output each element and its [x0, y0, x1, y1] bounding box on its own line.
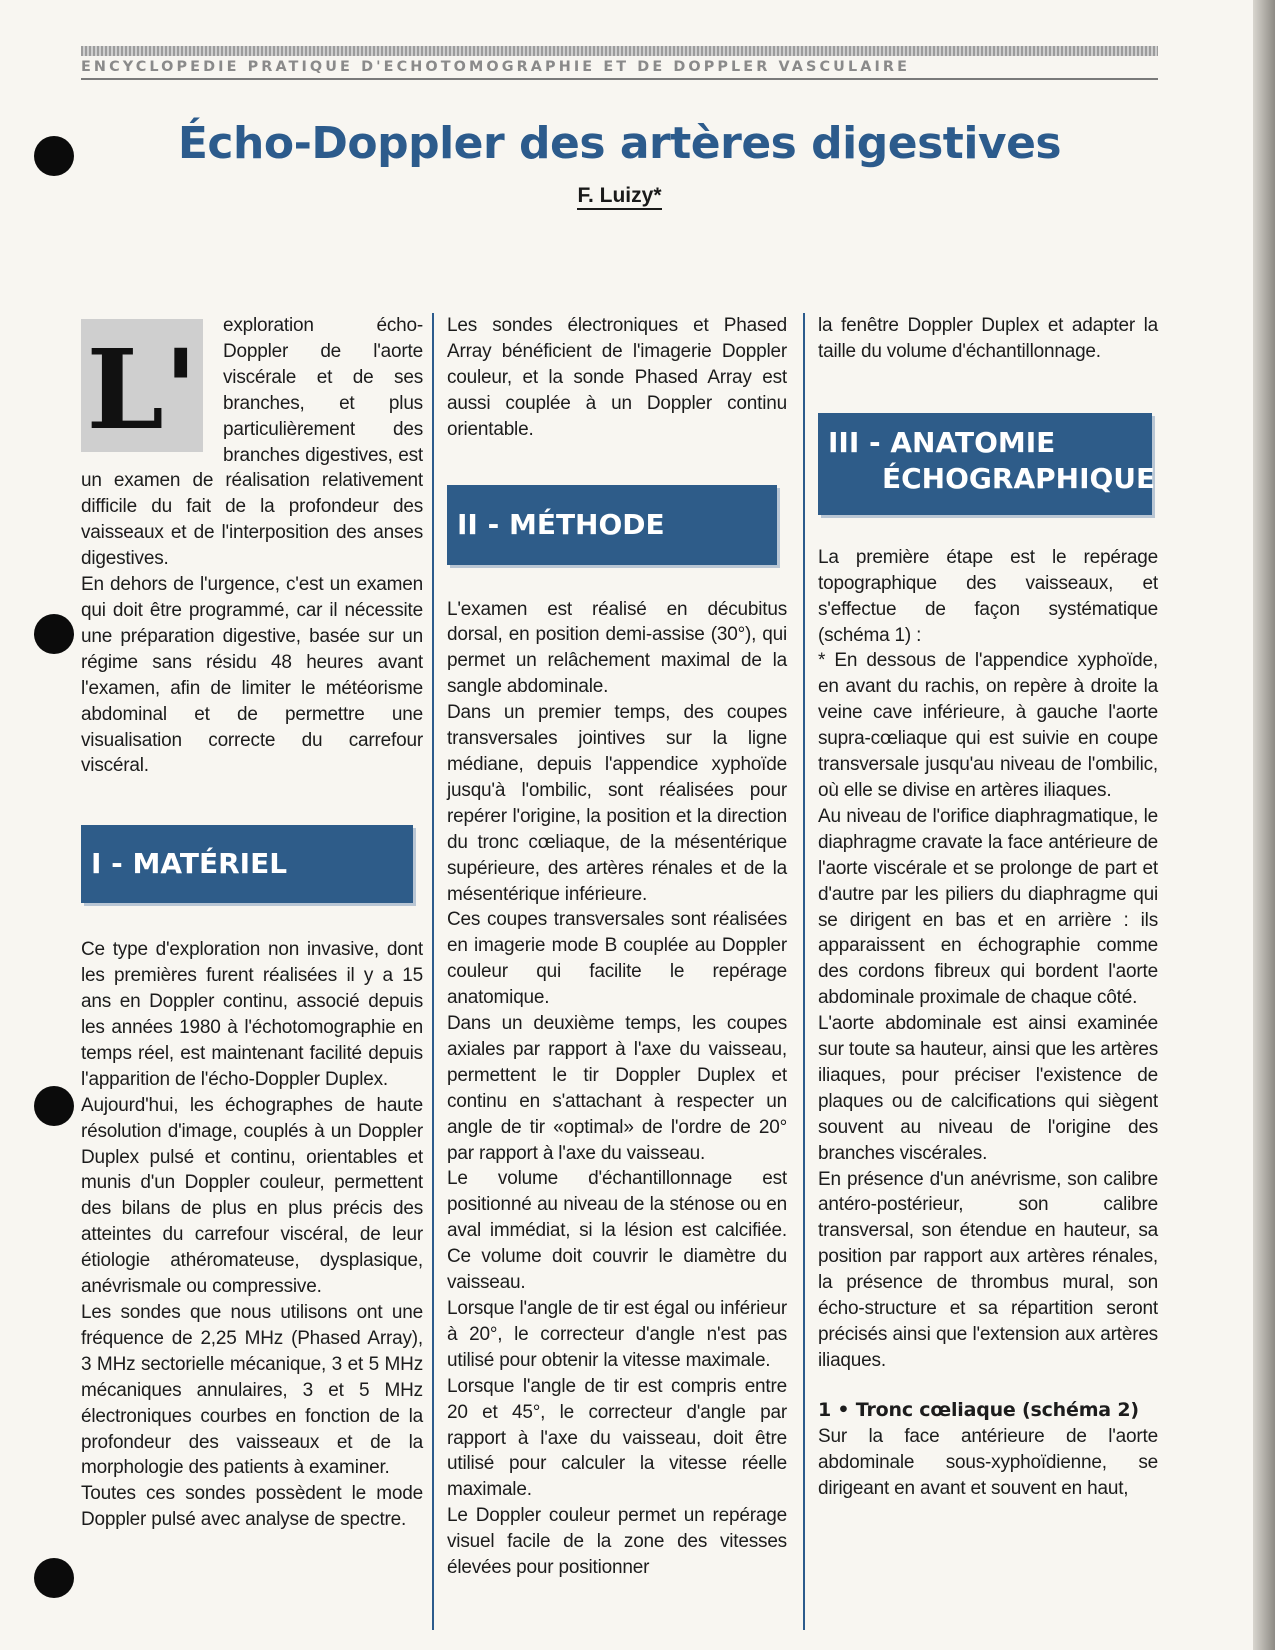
- paragraph: Dans un deuxième temps, les coupes axiales par rapport à l'axe du vaisseau, permettent le tir Doppler Duplex et continu en s'attachant à respecter un angle de tir «optimal» de l'ordre de 20° par rapport à l'axe du vaisseau.: [447, 1013, 787, 1164]
- paragraph: Ces coupes transversales sont réalisées en imagerie mode B couplée au Doppler couleur qui facilite le repérage anatomique.: [447, 909, 787, 1009]
- paragraph: * En dessous de l'appendice xyphoïde, en avant du rachis, on repère à droite la veine cave inférieure, à gauche l'aorte supra-cœliaque qui est suivie en coupe transversale jusqu'au niveau de l'ombilic, où elle se divise en artères iliaques.: [818, 650, 1158, 801]
- column-2: [447, 313, 787, 1581]
- paragraph: L'aorte abdominale est ainsi examinée sur toute sa hauteur, ainsi que les artères iliaques, pour préciser l'existence de plaques ou de calcifications qui siègent souvent au niveau de l'origine des branches viscérales.: [818, 1013, 1158, 1164]
- intro-paragraph: exploration écho-Doppler de l'aorte viscérale et de ses branches, et plus particulièrement des branches digestives, est un examen de réalisation relativement difficile du fait de la profondeur des vaisseaux et de l'interposition des anses digestives.: [81, 315, 423, 570]
- drop-cap: L': [81, 319, 203, 452]
- paragraph: Lorsque l'angle de tir est égal ou inférieur à 20°, le correcteur d'angle n'est pas utilisé pour obtenir la vitesse maximale.: [447, 1298, 787, 1371]
- paragraph: Lorsque l'angle de tir est compris entre 20 et 45°, le correcteur d'angle par rapport à l'axe du vaisseau, doit être utilisé pour calculer la vitesse réelle maximale.: [447, 1375, 787, 1501]
- paragraph: Dans un premier temps, des coupes transversales jointives sur la ligne médiane, depuis l'appendice xyphoïde jusqu'à l'ombilic, sont réalisées pour repérer l'origine, la position et la direction du tronc cœliaque, de la mésentérique supérieure, des artères rénales et de la mésentérique inférieure.: [447, 702, 787, 905]
- author-name: F. Luizy*: [577, 184, 661, 210]
- paragraph: Ce type d'exploration non invasive, dont les premières furent réalisées il y a 15 ans en Doppler continu, associé depuis les années 1980 à l'échotomographie en temps réel, est maintenant facilité depuis l'apparition de l'écho-Doppler Duplex.: [81, 939, 423, 1090]
- paragraph: Toutes ces sondes possèdent le mode Doppler pulsé avec analyse de spectre.: [81, 1483, 423, 1531]
- page-right-edge: [1253, 0, 1275, 1650]
- subsection-heading-tronc-coeliaque: 1 • Tronc cœliaque (schéma 2): [818, 1398, 1139, 1421]
- column-1: [81, 313, 423, 1533]
- column-divider: [803, 313, 805, 1630]
- binder-hole: [34, 614, 74, 654]
- article-author: [81, 184, 1158, 208]
- paragraph: Les sondes électroniques et Phased Array bénéficient de l'imagerie Doppler couleur, et la sonde Phased Array est aussi couplée à un Doppler continu orientable.: [447, 315, 787, 440]
- paragraph: la fenêtre Doppler Duplex et adapter la taille du volume d'échantillonnage.: [818, 315, 1158, 362]
- section-heading-materiel: I - MATÉRIEL: [81, 825, 413, 903]
- column-3: [818, 313, 1158, 1501]
- paragraph: Le Doppler couleur permet un repérage visuel facile de la zone des vitesses élevées pour positionner: [447, 1505, 787, 1579]
- binder-hole: [34, 1558, 74, 1598]
- column-divider: [432, 313, 434, 1630]
- binder-hole: [34, 136, 74, 176]
- section-heading-methode: II - MÉTHODE: [447, 485, 777, 565]
- paragraph: En présence d'un anévrisme, son calibre antéro-postérieur, son calibre transversal, son étendue en hauteur, sa position par rapport aux artères rénales, la présence de thrombus mural, son écho-structure et sa répartition seront précisés ainsi que l'extension aux artères iliaques.: [818, 1168, 1158, 1371]
- paragraph: L'examen est réalisé en décubitus dorsal, en position demi-assise (30°), qui permet un relâchement maximal de la sangle abdominale.: [447, 598, 787, 698]
- header-rule: [81, 78, 1158, 80]
- article-title: Écho-Doppler des artères digestives: [177, 118, 1062, 169]
- paragraph: Aujourd'hui, les échographes de haute résolution d'image, couplés à un Doppler Duplex pulsé et continu, orientables et munis d'un Doppler couleur, permettent des bilans de plus en plus précis des atteintes du carrefour viscéral, de leur étiologie athéromateuse, dysplasique, anévrismale ou compressive.: [81, 1094, 423, 1298]
- paragraph: Les sondes que nous utilisons ont une fréquence de 2,25 MHz (Phased Array), 3 MHz sectorielle mécanique, 3 et 5 MHz mécaniques annulaires, 3 et 5 MHz électroniques courbes en fonction de la profondeur des vaisseaux et de la morphologie des patients à examiner.: [81, 1302, 423, 1479]
- header-band: [81, 46, 1158, 56]
- paragraph: En dehors de l'urgence, c'est un examen qui doit être programmé, car il nécessite une préparation digestive, basée sur un régime sans résidu 48 heures avant l'examen, afin de limiter le météorisme abdominal et de permettre une visualisation correcte du carrefour viscéral.: [81, 574, 423, 777]
- series-title: ENCYCLOPEDIE PRATIQUE D'ECHOTOMOGRAPHIE ET DE DOPPLER VASCULAIRE: [81, 59, 911, 75]
- paragraph: Sur la face antérieure de l'aorte abdominale sous-xyphoïdienne, se dirigeant en avant et souvent en haut,: [818, 1425, 1158, 1499]
- binder-hole: [34, 1086, 74, 1126]
- section-heading-anatomie: III - ANATOMIE ÉCHOGRAPHIQUE: [818, 413, 1152, 515]
- paragraph: La première étape est le repérage topographique des vaisseaux, et s'effectue de façon systématique (schéma 1) :: [818, 546, 1158, 646]
- paragraph: Le volume d'échantillonnage est positionné au niveau de la sténose ou en aval immédiat, si la lésion est calcifiée. Ce volume doit couvrir le diamètre du vaisseau.: [447, 1168, 787, 1294]
- paragraph: Au niveau de l'orifice diaphragmatique, le diaphragme cravate la face antérieure de l'aorte viscérale et se prolonge de part et d'autre par les piliers du diaphragme qui se dirigent en bas et en arrière : ils apparaissent en échographie comme des cordons fibreux qui bordent l'aorte abdominale proximale de chaque côté.: [818, 805, 1158, 1009]
